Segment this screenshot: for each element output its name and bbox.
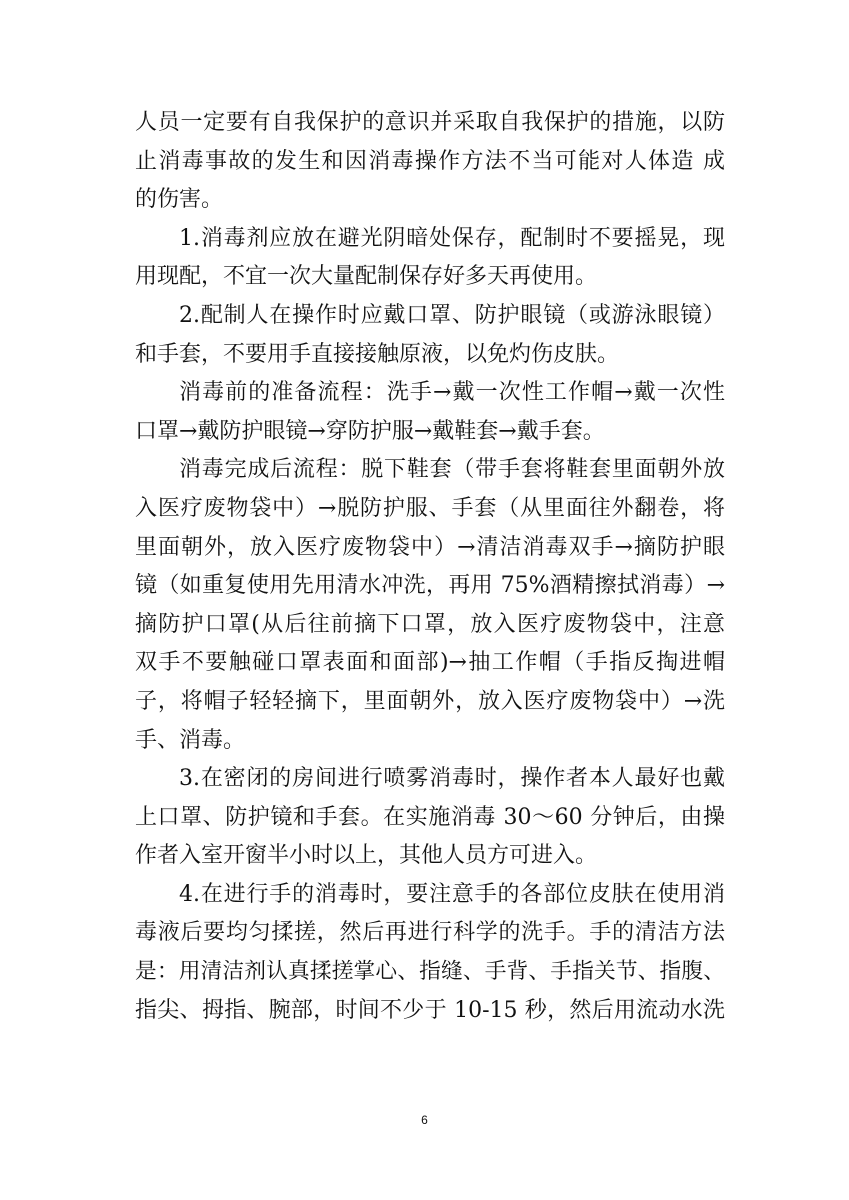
text-line: 作者入室开窗半小时以上，其他人员方可进入。 — [135, 843, 598, 869]
text-line: 是：用清洁剂认真揉搓掌心、指缝、手背、手指关节、指腹、 — [135, 959, 725, 985]
text-line: 镜（如重复使用先用清水冲洗，再用 75%酒精擦拭消毒）→ — [135, 573, 725, 599]
text-line: 3.在密闭的房间进行喷雾消毒时，操作者本人最好也戴 — [179, 766, 725, 792]
text-line: 子，将帽子轻轻摘下，里面朝外，放入医疗废物袋中）→洗 — [135, 688, 725, 714]
text-line: 和手套，不要用手直接接触原液，以免灼伤皮肤。 — [135, 341, 620, 367]
text-line: 毒液后要均匀揉搓，然后再进行科学的洗手。手的清洁方法 — [135, 920, 725, 946]
text-line: 入医疗废物袋中）→脱防护服、手套（从里面往外翻卷，将 — [135, 495, 725, 521]
text-line: 消毒前的准备流程：洗手→戴一次性工作帽→戴一次性 — [179, 380, 725, 406]
text-line: 人员一定要有自我保护的意识并采取自我保护的措施，以防 — [135, 110, 725, 135]
text-line: 摘防护口罩(从后往前摘下口罩，放入医疗废物袋中，注意 — [135, 611, 725, 637]
page-number: 6 — [421, 1113, 428, 1127]
text-line: 里面朝外，放入医疗废物袋中）→清洁消毒双手→摘防护眼 — [135, 534, 725, 560]
text-line: 消毒完成后流程：脱下鞋套（带手套将鞋套里面朝外放 — [179, 457, 725, 483]
text-line: 指尖、拇指、腕部，时间不少于 10-15 秒，然后用流动水洗 — [135, 997, 725, 1023]
text-line: 的伤害。 — [135, 187, 224, 213]
text-line: 4.在进行手的消毒时，要注意手的各部位皮肤在使用消 — [179, 881, 725, 907]
text-line: 止消毒事故的发生和因消毒操作方法不当可能对人体造 成 — [135, 148, 725, 174]
text-line: 双手不要触碰口罩表面和面部)→抽工作帽（手指反掏进帽 — [135, 650, 725, 676]
text-line: 口罩→戴防护眼镜→穿防护服→戴鞋套→戴手套。 — [135, 418, 605, 444]
body-text — [135, 104, 725, 1030]
text-line: 1.消毒剂应放在避光阴暗处保存，配制时不要摇晃，现 — [179, 225, 725, 251]
text-line: 2.配制人在操作时应戴口罩、防护眼镜（或游泳眼镜） — [179, 302, 725, 328]
text-line: 用现配，不宜一次大量配制保存好多天再使用。 — [135, 264, 598, 290]
text-line: 手、消毒。 — [135, 727, 246, 753]
text-line: 上口罩、防护镜和手套。在实施消毒 30～60 分钟后，由操 — [135, 804, 725, 830]
